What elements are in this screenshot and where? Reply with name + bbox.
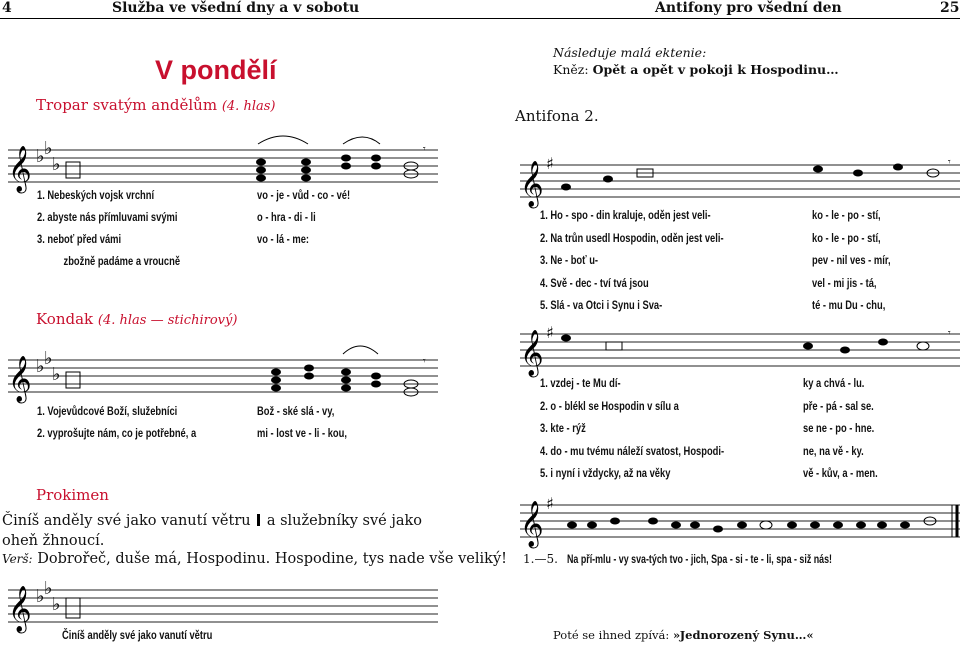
svg-text:𝄾: 𝄾: [948, 157, 951, 168]
vers-line: [2, 551, 507, 567]
antifona-verses-a-left: [540, 204, 775, 317]
lyric-line: zbožně padáme a vroucně: [63, 254, 181, 268]
antifona-verses-a-right: [812, 204, 913, 317]
svg-text:𝄞: 𝄞: [520, 501, 544, 547]
svg-text:♯: ♯: [546, 154, 554, 173]
lyric-line: vo - je - vůd - co - vé!: [257, 188, 351, 202]
svg-text:♭: ♭: [36, 586, 45, 607]
page-number-right: 25: [940, 0, 960, 16]
prokimen-bottom-lyric: Činíš anděly své jako vanutí větru: [62, 628, 213, 642]
footer-note: [553, 628, 814, 642]
tropar-lyrics-left: [37, 184, 220, 272]
svg-text:♭: ♭: [44, 348, 53, 369]
kondak-lyrics-left: [37, 400, 241, 444]
lyric-line: ko - le - po - stí,: [812, 230, 881, 245]
intro-line-1: Následuje malá ektenie:: [553, 45, 707, 60]
tropar-lyrics-right: [257, 184, 376, 250]
lyric-line: 3. kte - rýž: [540, 421, 586, 435]
lyric-line: 3. Ne - boť u-: [540, 253, 599, 267]
lyric-line: 3. neboť před vámi: [37, 232, 122, 246]
vers-label: Verš:: [2, 552, 33, 566]
lyric-line: vo - lá - me:: [257, 232, 310, 246]
svg-text:𝄞: 𝄞: [8, 356, 32, 402]
tropar-heading: [36, 96, 275, 114]
prokimen-text-b: a služebníky své jako oheň žhnoucí.: [2, 513, 423, 549]
svg-text:𝄞: 𝄞: [520, 330, 544, 376]
svg-text:♭: ♭: [36, 356, 45, 377]
refrain-lyric: Na pří-mlu - vy sva-tých tvo - jich, Spa - si - te - li, spa - siž nás!: [567, 552, 832, 566]
lyric-line: 4. Svě - dec - tví tvá jsou: [540, 275, 649, 290]
tropar-label: Tropar svatým andělům: [36, 96, 218, 114]
verse-divider-mark: [257, 514, 260, 526]
lyric-line: ko - le - po - stí,: [812, 208, 881, 222]
intro-priest-label: Kněz:: [553, 62, 589, 77]
page-number-left: 4: [2, 0, 12, 16]
svg-text:♯: ♯: [546, 494, 554, 513]
svg-text:♭: ♭: [52, 364, 61, 385]
svg-text:𝄾: 𝄾: [423, 356, 426, 367]
svg-text:♭: ♭: [52, 594, 61, 615]
lyric-line: 2. abyste nás přímluvami svými: [37, 210, 178, 224]
svg-text:𝄞: 𝄞: [8, 586, 32, 632]
svg-text:𝄾: 𝄾: [948, 328, 951, 339]
antifona-staff-b: [520, 323, 960, 376]
svg-text:𝄞: 𝄞: [8, 146, 32, 192]
antifona-staff-a: [520, 154, 960, 207]
lyric-line: 5. i nyní i vždycky, až na věky: [540, 466, 671, 480]
kondak-tone: (4. hlas — stichirový): [97, 313, 238, 328]
lyric-line: 2. vyprošujte nám, co je potřebné, a: [37, 426, 197, 440]
svg-text:𝄾: 𝄾: [423, 144, 426, 155]
prokimen-text-a: Činíš anděly své jako vanutí větru: [2, 513, 251, 529]
footer-prefix: Poté se ihned zpívá:: [553, 628, 670, 642]
antifona-label: Antifona 2.: [515, 107, 599, 125]
lyric-line: pře - pá - sal se.: [803, 398, 874, 413]
vers-text: Dobrořeč, duše má, Hospodinu. Hospodine, tys nade vše veliký!: [37, 551, 507, 567]
prokimen-staff: [8, 578, 438, 632]
svg-text:♭: ♭: [36, 146, 45, 167]
lyric-line: mi - lost ve - li - kou,: [257, 426, 347, 440]
kondak-lyrics-right: [257, 400, 372, 444]
footer-next-hymn: »Jednorozený Synu…«: [672, 628, 814, 642]
svg-text:♭: ♭: [44, 138, 53, 159]
lyric-line: 1. Ho - spo - din kraluje, oděn jest veli-: [540, 208, 711, 222]
lyric-line: o - hra - di - li: [257, 210, 316, 224]
lyric-line: 2. Na trůn usedl Hospodin, oděn jest veli-: [540, 230, 724, 245]
lyric-line: ky a chvá - lu.: [803, 376, 865, 390]
lyric-line: 2. o - blékl se Hospodin v sílu a: [540, 398, 679, 413]
refrain-staff: [520, 494, 960, 547]
svg-text:𝄞: 𝄞: [520, 161, 544, 207]
lyric-line: 5. Slá - va Otci i Synu i Sva-: [540, 298, 663, 312]
lyric-line: 1. Vojevůdcové Boží, služebníci: [37, 404, 178, 418]
intro-priest-text: Opět a opět v pokoji k Hospodinu…: [592, 62, 839, 77]
lyric-line: Bož - ské slá - vy,: [257, 404, 335, 418]
lyric-line: té - mu Du - chu,: [812, 298, 886, 312]
day-title: V pondělí: [155, 55, 277, 85]
intro-line-2: [553, 62, 839, 77]
running-title-right: Antifony pro všední den: [655, 0, 842, 16]
lyric-line: ne, na vě - ky.: [803, 443, 864, 458]
antifona-verses-b-left: [540, 372, 776, 485]
refrain-number: 1.—5.: [523, 552, 558, 566]
svg-text:♭: ♭: [44, 578, 53, 599]
lyric-line: pev - nil ves - mír,: [812, 253, 891, 267]
svg-text:♭: ♭: [52, 154, 61, 175]
kondak-staff: [8, 348, 438, 405]
header-rule: [0, 18, 960, 19]
antifona-verses-b-right: [803, 372, 899, 485]
tropar-tone: (4. hlas): [221, 99, 276, 114]
kondak-heading: [36, 310, 237, 328]
svg-text:♯: ♯: [546, 323, 554, 342]
lyric-line: 1. Nebeských vojsk vrchní: [37, 188, 155, 202]
prokimen-label: Prokimen: [36, 486, 109, 504]
refrain-lyric-line: [523, 552, 558, 566]
lyric-line: vě - kův, a - men.: [803, 466, 878, 480]
lyric-line: vel - mi jis - tá,: [812, 275, 877, 290]
prokimen-text: [2, 511, 457, 551]
lyric-line: 4. do - mu tvému náleží svatost, Hospodi-: [540, 443, 725, 458]
lyric-line: 1. vzdej - te Mu dí-: [540, 376, 621, 390]
kondak-label: Kondak: [36, 310, 94, 328]
running-title-left: Služba ve všední dny a v sobotu: [112, 0, 360, 16]
lyric-line: se ne - po - hne.: [803, 421, 875, 435]
